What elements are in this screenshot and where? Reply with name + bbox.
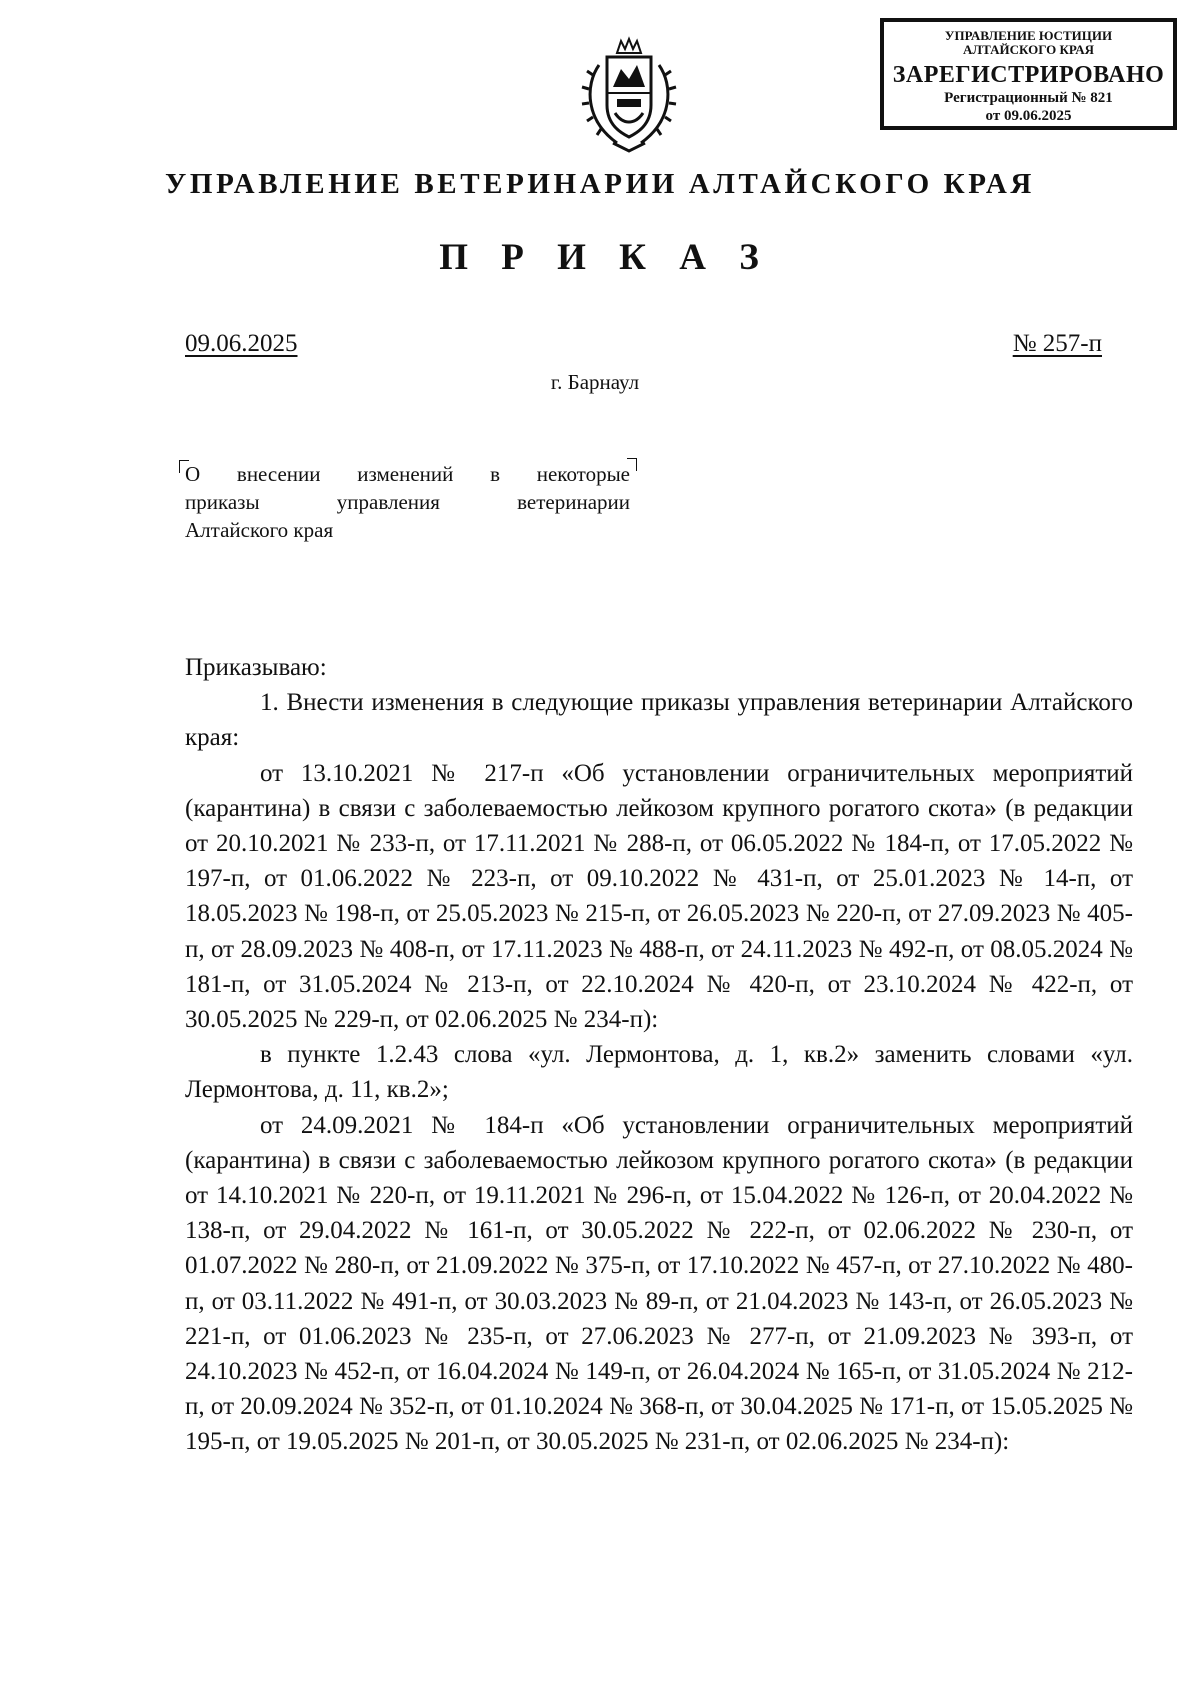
subject-line1: О внесении изменений в некоторые: [185, 462, 630, 486]
document-body: [185, 650, 1133, 1460]
document-subject: [185, 460, 630, 544]
document-date: 09.06.2025: [185, 330, 298, 357]
stamp-org-line2: АЛТАЙСКОГО КРАЯ: [963, 42, 1094, 57]
subject-line2: приказы управления ветеринарии: [185, 490, 630, 514]
body-paragraph-1: 1. Внести изменения в следующие приказы управления ветеринарии Алтайского края:: [185, 689, 1133, 752]
body-paragraph-4: от 24.09.2021 № 184-п «Об установлении ограничительных мероприятий (карантина) в связи с заболеваемостью лейкозом крупного рогатого скота» (в редакции от 14.10.2021 № 220-п, от 19.11.2021 № 296-п, от 15.04.2022 № 126-п, от 20.04.2022 № 138-п, от 29.04.2022 № 161-п, от 30.05.2022 № 222-п, от 02.06.2022 № 230-п, от 01.07.2022 № 280-п, от 21.09.2022 № 375-п, от 17.10.2022 № 457-п, от 27.10.2022 № 480-п, от 03.11.2022 № 491-п, от 30.03.2023 № 89-п, от 21.04.2023 № 143-п, от 26.05.2023 № 221-п, от 01.06.2023 № 235-п, от 27.06.2023 № 277-п, от 21.09.2023 № 393-п, от 24.10.2023 № 452-п, от 16.04.2024 № 149-п, от 26.04.2024 № 165-п, от 31.05.2024 № 212-п, от 20.09.2024 № 352-п, от 01.10.2024 № 368-п, от 30.04.2025 № 171-п, от 15.05.2025 № 195-п, от 19.05.2025 № 201-п, от 30.05.2025 № 231-п, от 02.06.2025 № 234-п):: [185, 1111, 1133, 1456]
stamp-reg-date: от 09.06.2025: [985, 108, 1072, 124]
stamp-org-name: [884, 29, 1173, 57]
document-type-title: П Р И К А З: [439, 237, 771, 278]
body-order-intro: Приказываю:: [185, 654, 327, 681]
body-paragraph-3: в пункте 1.2.43 слова «ул. Лермонтова, д. 1, кв.2» заменить словами «ул. Лермонтова, д. 11, кв.2»;: [185, 1041, 1133, 1104]
organization-title: УПРАВЛЕНИЕ ВЕТЕРИНАРИИ АЛТАЙСКОГО КРАЯ: [165, 168, 1035, 200]
stamp-status: ЗАРЕГИСТРИРОВАНО: [892, 62, 1165, 88]
stamp-org-line1: УПРАВЛЕНИЕ ЮСТИЦИИ: [944, 28, 1113, 43]
altai-krai-coat-of-arms-icon: [577, 35, 681, 155]
registration-stamp: [880, 18, 1177, 130]
document-city: г. Барнаул: [550, 370, 640, 394]
stamp-reg-number: Регистрационный № 821: [944, 90, 1113, 106]
document-number: № 257-п: [1012, 330, 1102, 357]
subject-line3: Алтайского края: [185, 518, 334, 542]
body-paragraph-2: от 13.10.2021 № 217-п «Об установлении ограничительных мероприятий (карантина) в связи с заболеваемостью лейкозом крупного рогатого скота» (в редакции от 20.10.2021 № 233-п, от 17.11.2021 № 288-п, от 06.05.2022 № 184-п, от 17.05.2022 № 197-п, от 01.06.2022 № 223-п, от 09.10.2022 № 431-п, от 25.01.2023 № 14-п, от 18.05.2023 № 198-п, от 25.05.2023 № 215-п, от 26.05.2023 № 220-п, от 27.09.2023 № 405-п, от 28.09.2023 № 408-п, от 17.11.2023 № 488-п, от 24.11.2023 № 492-п, от 08.05.2024 № 181-п, от 31.05.2024 № 213-п, от 22.10.2024 № 420-п, от 23.10.2024 № 422-п, от 30.05.2025 № 229-п, от 02.06.2025 № 234-п):: [185, 759, 1133, 1034]
